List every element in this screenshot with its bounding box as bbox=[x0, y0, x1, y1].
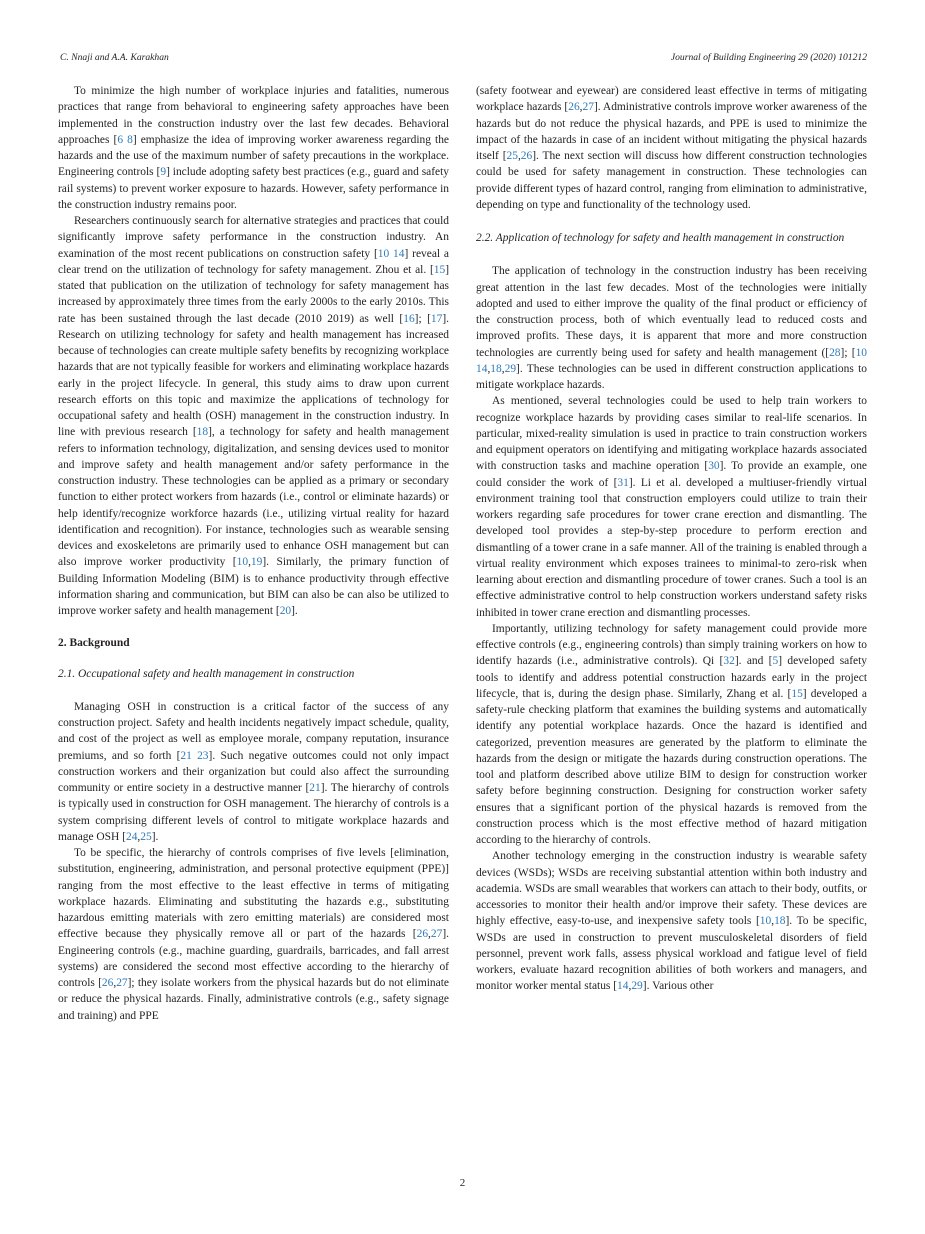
citation-link[interactable]: 18 bbox=[774, 915, 786, 928]
citation-link[interactable]: 26 bbox=[416, 928, 429, 941]
citation-link[interactable]: 10 14 bbox=[377, 247, 405, 260]
subsection-heading: 2.2. Application of technology for safety and health management in construction bbox=[476, 232, 845, 244]
citation-link[interactable]: 25 bbox=[506, 150, 518, 162]
paragraph: The application of technology in the construction industry has been receiving great attention in the last few decades. Most of the technologies were initially adopted and used to either improve the quality of the final product or efficiency of the construction process, both of which eventually lead to reduced costs and improved profits. These days, it is apparent that more and more construction technologies are currently being used for safety and health management ([28]; [10 14,18,29]. These technologies can be used in different construction applications to mitigate workplace hazards. bbox=[476, 265, 867, 391]
running-header-journal: Journal of Building Engineering 29 (2020) 101212 bbox=[670, 52, 867, 63]
citation-link[interactable]: 26 bbox=[101, 977, 114, 989]
citation-link[interactable]: 26 bbox=[520, 150, 533, 162]
citation-link[interactable]: 21 23 bbox=[180, 749, 209, 762]
subsection-heading: 2.1. Occupational safety and health management in construction bbox=[58, 667, 355, 680]
citation-link[interactable]: 5 bbox=[772, 655, 779, 668]
citation-link[interactable]: 26 bbox=[568, 101, 580, 114]
citation-link[interactable]: 18 bbox=[196, 426, 209, 439]
citation-link[interactable]: 27 bbox=[430, 928, 443, 941]
citation-link[interactable]: 9 bbox=[160, 166, 167, 179]
paragraph: (safety footwear and eyewear) are considered least effective in terms of mitigating workplace hazards [26,27]. Administrative controls improve worker awareness of the hazards but do not reduce the physical hazards, and PPE is used to minimize the impact of the hazards in case of an incident without mitigating the physical hazards itself [25,26]. The next section will discuss how different construction technologies could be used for safety management in construction. These technologies can provide different types of hazard control, ranging from elimination to administrative, depending on type and functionality of the technology used. bbox=[476, 85, 867, 211]
paragraph: Managing OSH in construction is a critical factor of the success of any construction project. Safety and health incidents negatively impact schedule, quality, and cost of the project as well as employee morale, company reputation, insurance premiums, and so forth [21 23]. Such negative outcomes could not only impact construction workers and their organization but could also affect the surrounding community or entire society in a destructive manner [21]. The hierarchy of controls is typically used in construction for OSH management. The hierarchy of controls is a system comprising different levels of control to mitigate workplace hazards and manage OSH [24,25]. bbox=[58, 700, 449, 843]
citation-link[interactable]: 15 bbox=[433, 263, 446, 276]
citation-link[interactable]: 20 bbox=[279, 605, 292, 617]
citation-link[interactable]: 18 bbox=[490, 362, 502, 375]
citation-link[interactable]: 31 bbox=[617, 476, 629, 489]
paragraph: To be specific, the hierarchy of controls comprises of five levels [elimination, substitution, engineering, administration, and personal protective equipment (PPE)] ranging from the most effective to the least effective in terms of mitigating workplace hazards. Eliminating and substituting the hazards e.g., substituting hazardous emitting materials with zero emitting materials) are considered most effective because they physically remove all or part of the hazards [26,27]. Engineering controls (e.g., machine guarding, guardrails, barricades, and fall arrest systems) are considered the second most effective according to the hierarchy of controls [26,27]; they isolate workers from the physical hazards but do not eliminate or reduce the physical hazards. Finally, administrative controls (e.g., safety signage and training) and PPE bbox=[58, 847, 449, 1022]
paragraph: Researchers continuously search for alternative strategies and practices that could significantly improve safety performance in the construction industry. An examination of the most recent publications on construction safety [10 14] reveal a clear trend on the utilization of technology for safety management. Zhou et al. [15] stated that publication on the utilization of technology for safety management has increased by approximately three times from the early 2000s to the early 2010s. This rate has been sustained through the last decade (2010 2019) as well [16]; [17]. Research on utilizing technology for safety and health management has increased because of technologies can create multiple safety benefits by recognizing workplace hazards that are not typically feasible for workers and eliminating workplace hazards early in the project lifecycle. In general, this study aims to draw upon current research efforts on this topic and maximize the applications of technology for occupational safety and health (OSH) management in the construction industry. In line with previous research [18], a technology for safety and health management refers to information technology, digitalization, and sensing devices used to monitor and improve safety and health management and/or safety performance in the construction industry. These technologies can be applied as a primary or secondary function to either protect workers from hazards (i.e., control or eliminate hazards) or help identify/recognize workforce hazards (i.e., utilizing virtual reality for hazard identification and recognition). For instance, technologies such as wearable sensing devices and exoskeletons are primarily used to enhance OSH management but can also improve worker productivity [10,19]. Similarly, the primary function of Building Information Modeling (BIM) is to enhance productivity through effective information sharing and communication, but BIM can also be can also be utilized to improve worker safety and health management [20]. bbox=[58, 215, 450, 617]
citation-link[interactable]: 29 bbox=[631, 980, 643, 993]
citation-link[interactable]: 6 8 bbox=[117, 133, 133, 146]
citation-link[interactable]: 19 bbox=[250, 556, 263, 569]
citation-link[interactable]: 16 bbox=[403, 312, 415, 325]
paragraph: As mentioned, several technologies could be used to help train workers to recognize workplace hazards by providing cases similar to real-life scenarios. In particular, mixed-reality simulation is used in practice to train construction workers and equipment operators on identifying and mitigating workplace hazards associated with construction tasks and machine operation [30]. To provide an example, one could consider the work of [31]. Li et al. developed a multiuser-friendly virtual environment training tool that construction employers could utilize to train their workers regarding safe procedures for tower crane erection and dismantling. The developed tool provides a step-by-step procedure to perform erection and dismantling of a tower crane in a safe manner. All of the training is enabled through a virtual reality environment which exposes trainees to minimal-to zero-risk when learning about erection and dismantling procedure of tower cranes. Such a tool is an effective administrative control to help construction workers understand safety risks inhibited in tower crane erection and dismantling processes. bbox=[476, 395, 867, 619]
citation-link[interactable]: 27 bbox=[116, 977, 128, 989]
running-header-authors: C. Nnaji and A.A. Karakhan bbox=[60, 52, 169, 63]
citation-link[interactable]: 27 bbox=[582, 101, 594, 114]
citation-link[interactable]: 15 bbox=[791, 687, 803, 700]
paragraph: Another technology emerging in the construction industry is wearable safety devices (WSDs); WSDs are receiving substantial attention within both industry and academia. WSDs are small wearables that workers can attach to their body, outfits, or accessories to monitor their health and/or improve their safety. These devices are highly effective, easy-to-use, and inexpensive safety tools [10,18]. To be specific, WSDs are used in construction to prevent musculoskeletal disorders of field personnel, prevent work falls, assess physical workload and fatigue level of field workers, evaluate hazard recognition abilities of both workers and managers, and monitor worker mental status [14,29]. Various other bbox=[476, 850, 867, 993]
section-heading: 2. Background bbox=[58, 637, 130, 650]
citation-link[interactable]: 29 bbox=[504, 362, 517, 375]
citation-link[interactable]: 32 bbox=[723, 655, 735, 668]
citation-link[interactable]: 10 bbox=[236, 556, 249, 569]
citation-link[interactable]: 28 bbox=[829, 346, 841, 359]
citation-link[interactable]: 30 bbox=[708, 460, 720, 473]
citation-link[interactable]: 17 bbox=[430, 312, 443, 325]
citation-link[interactable]: 25 bbox=[140, 830, 152, 843]
page-number: 2 bbox=[459, 1177, 466, 1189]
paragraph: To minimize the high number of workplace injuries and fatalities, numerous practices that range from behavioral to engineering safety approaches have been implemented in the construction industry over the last few decades. Behavioral approaches [6 8] emphasize the idea of improving worker awareness regarding the hazards and the use of the maximum number of safety precautions in the workplace. Engineering controls [9] include adopting safety best practices (e.g., guard and safety rail systems) to prevent worker exposure to hazards. However, safety performance in the construction industry remains poor. bbox=[58, 85, 449, 211]
left-column bbox=[58, 83, 449, 1024]
right-column bbox=[476, 83, 867, 995]
citation-link[interactable]: 10 bbox=[759, 915, 772, 928]
citation-link[interactable]: 24 bbox=[125, 830, 138, 843]
citation-link[interactable]: 10 14 bbox=[476, 346, 867, 375]
citation-link[interactable]: 14 bbox=[617, 980, 629, 993]
citation-link[interactable]: 21 bbox=[309, 782, 321, 794]
paragraph: Importantly, utilizing technology for safety management could provide more effective controls (e.g., engineering controls) than simply training workers on how to identify hazards (i.e., administrative controls). Qi [32]. and [5] developed safety tools to identify and address potential construction hazards early in the project lifecycle, that is, during the design phase. Similarly, Zhang et al. [15] developed a safety-rule checking platform that examines the building systems and automatically identify any potential workplace hazards. Once the hazard is identified and categorized, prevention measures are generated by the platform to eliminate the hazards from the design or mitigate the hazards during construction operations. The tool and platform described above utilize BIM to design for construction worker safety before beginning construction. Designing for construction worker safety ensures that a significant portion of the physical hazards is removed from the construction process which is the most effective method of hazard mitigation according to the hierarchy of controls. bbox=[476, 622, 867, 846]
